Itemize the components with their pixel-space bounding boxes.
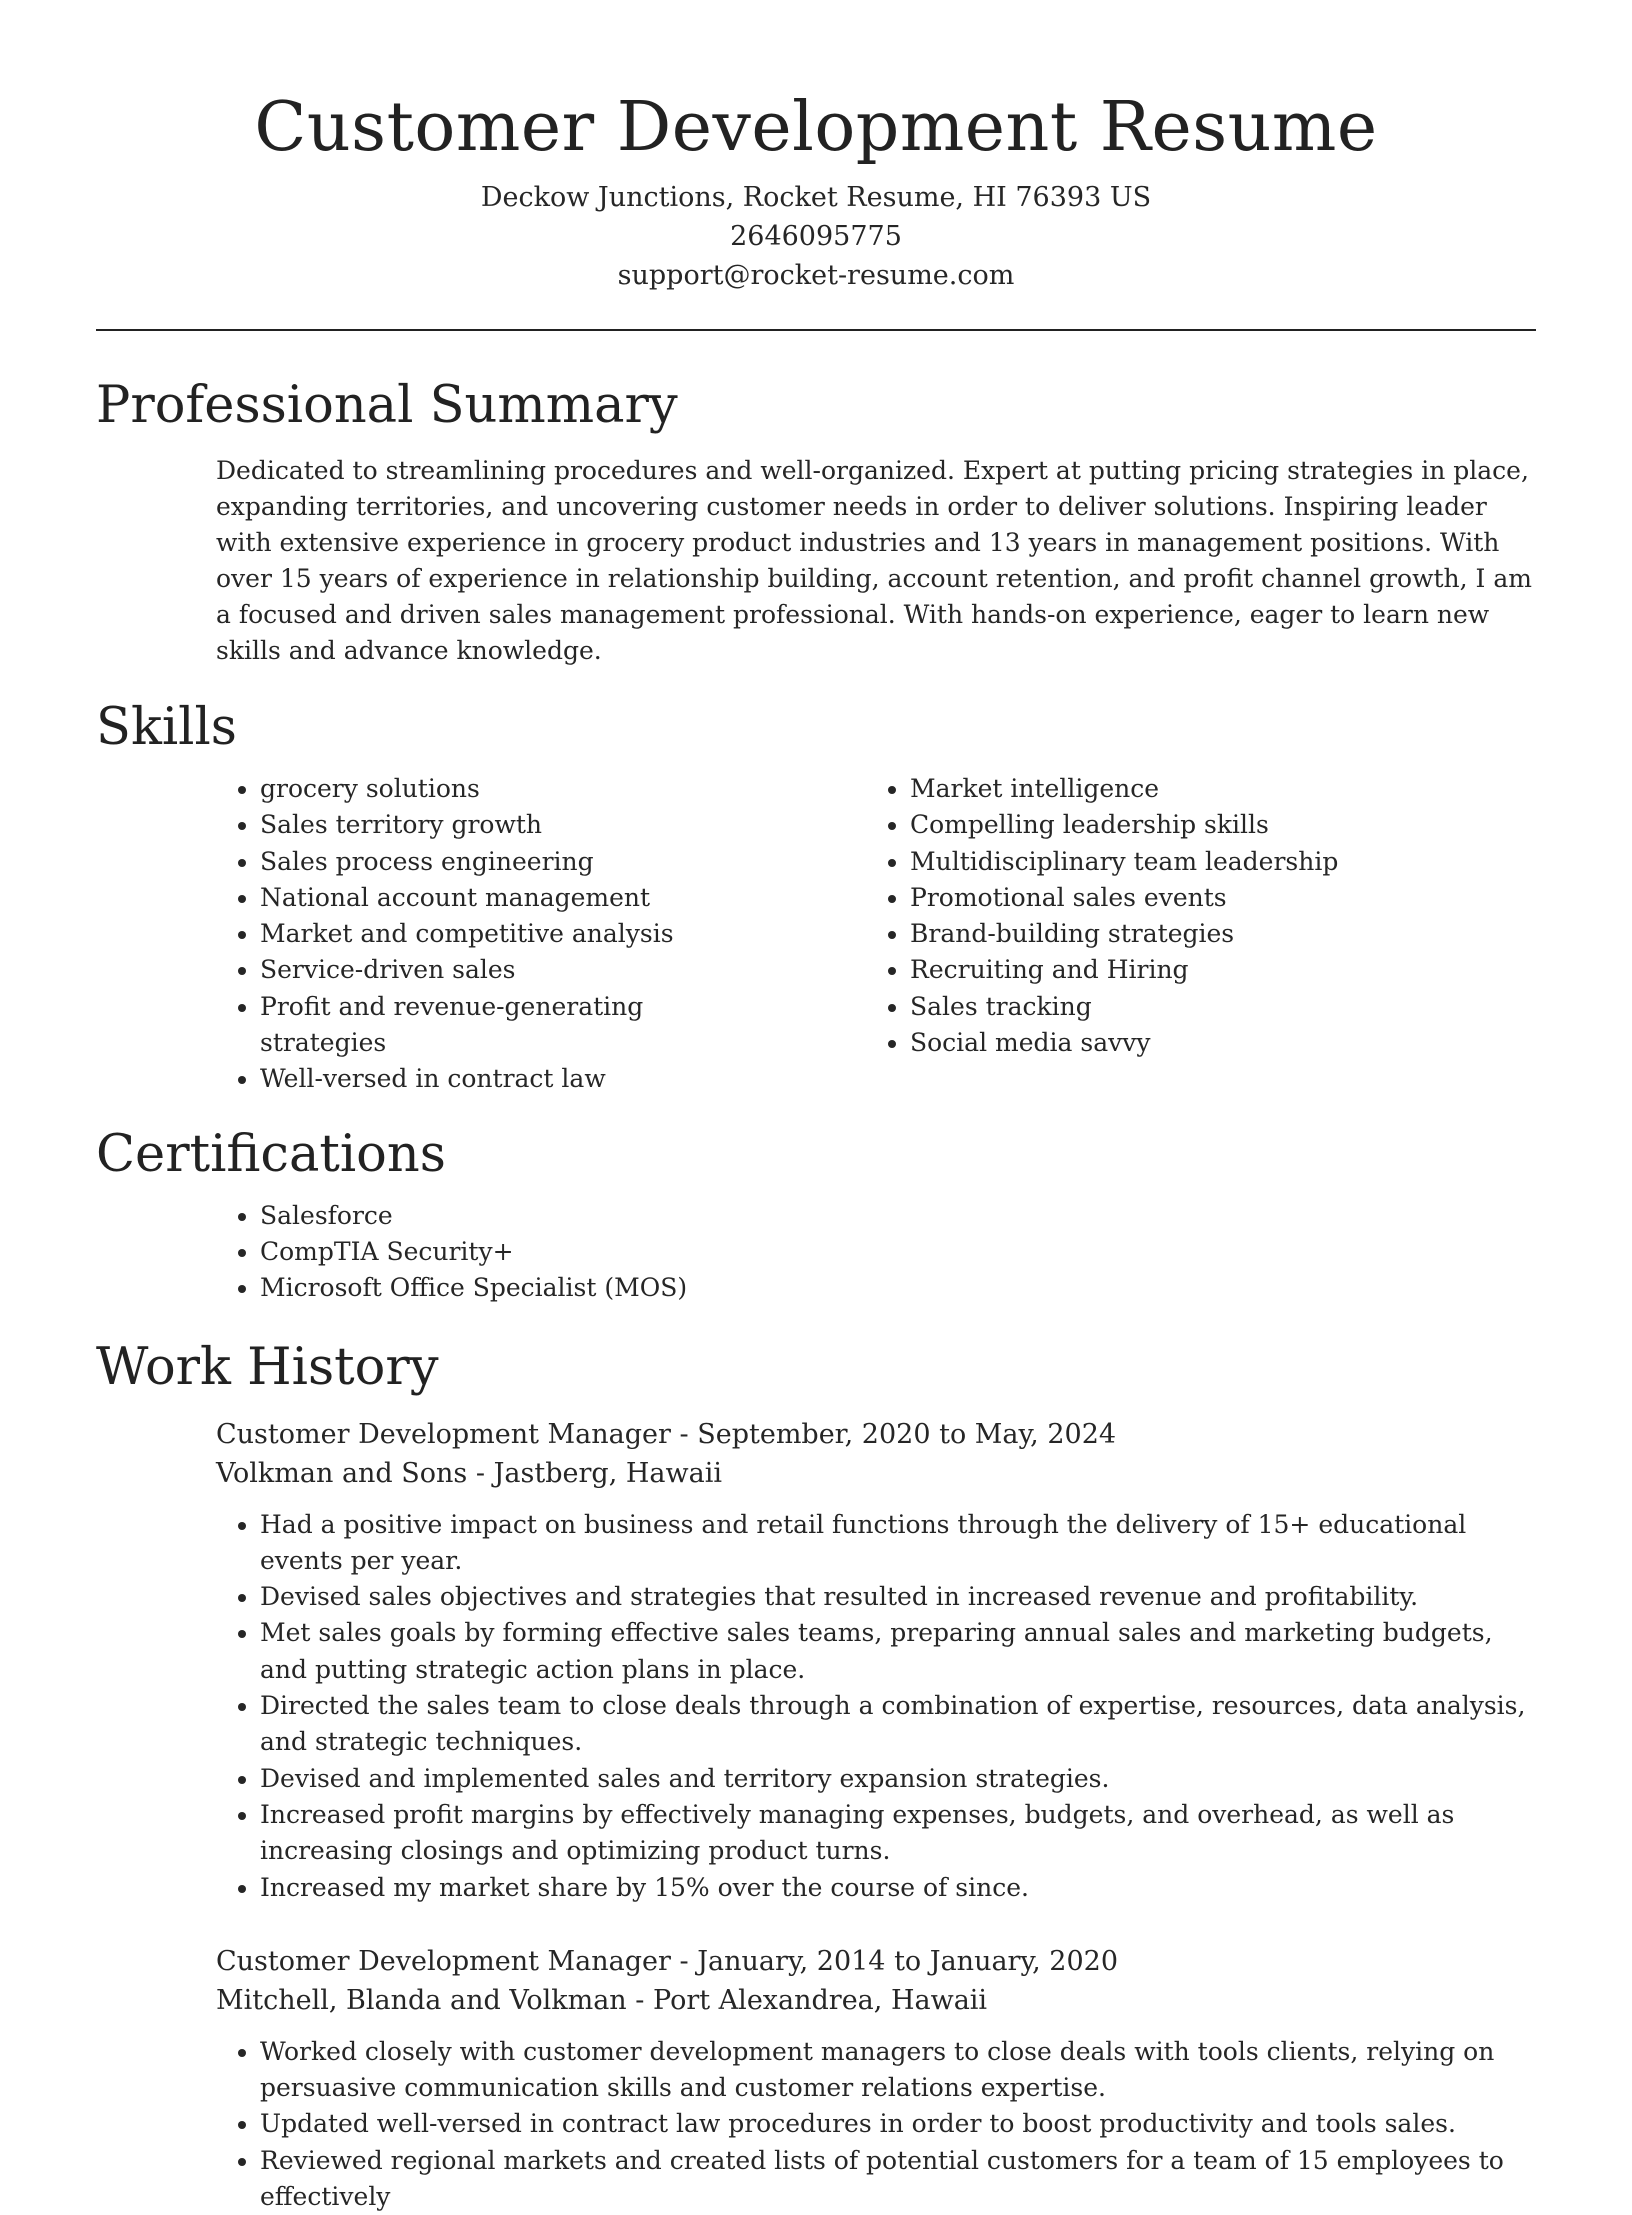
skill-item: • Sales tracking (910, 989, 1560, 1025)
job-bullets (216, 2034, 1536, 2215)
header-divider (96, 329, 1536, 331)
job-bullet: • Increased profit margins by effectively managing expenses, budgets, and overhead, as well as increasing closings and optimizing product turns. (260, 1797, 1536, 1870)
job-bullet: • Worked closely with customer development managers to close deals with tools clients, relying on persuasive communication skills and customer relations expertise. (260, 2034, 1536, 2107)
job-title-line (216, 1415, 1536, 1454)
job-bullet: • Devised sales objectives and strategies that resulted in increased revenue and profitability. (260, 1579, 1536, 1615)
skill-item: • Recruiting and Hiring (910, 952, 1560, 988)
certification-item: • Microsoft Office Specialist (MOS) (260, 1270, 1536, 1306)
job-separator: - (679, 1418, 698, 1450)
job-entry (216, 1942, 1536, 2215)
resume-header (96, 0, 1536, 295)
certification-item: • CompTIA Security+ (260, 1234, 1536, 1270)
job-bullet: • Updated well-versed in contract law procedures in order to boost productivity and tools sales. (260, 2106, 1536, 2142)
skill-item: • Promotional sales events (910, 880, 1560, 916)
address: Deckow Junctions, Rocket Resume, HI 76393 US (480, 182, 1152, 213)
job-bullet: • Had a positive impact on business and retail functions through the delivery of 15+ educational events per year. (260, 1507, 1536, 1580)
job-separator: - (635, 1984, 654, 2016)
job-dates: September, 2020 to May, 2024 (697, 1418, 1117, 1450)
job-company-line (216, 1454, 1536, 1493)
job-bullet: • Reviewed regional markets and created lists of potential customers for a team of 15 employees to effectively (260, 2143, 1536, 2215)
skill-item: • Compelling leadership skills (910, 807, 1560, 843)
job-title: Customer Development Manager (216, 1418, 671, 1450)
skills-list-left (96, 771, 746, 1098)
summary-text: Dedicated to streamlining procedures and well-organized. Expert at putting pricing strategies in place, expanding territories, and uncovering customer needs in order to deliver solutions. Inspiring leader with extensive experience in grocery product industries and 13 years in management positions. With over 15 years of experience in relationship building, account retention, and profit channel growth, I am a focused and driven sales management professional. With hands-on experience, eager to learn new skills and advance knowledge. (216, 456, 1532, 665)
contact-info (96, 178, 1536, 295)
job-company: Mitchell, Blanda and Volkman (216, 1984, 627, 2016)
skill-item: • Profit and revenue-generating strategies (260, 989, 746, 1062)
skills-list-right (910, 771, 1560, 1098)
skill-item: • Service-driven sales (260, 952, 746, 988)
resume-title: Customer Development Resume (254, 88, 1378, 167)
job-separator: - (679, 1945, 698, 1977)
work-history-heading: Work History (96, 1337, 439, 1397)
skill-item: • Multidisciplinary team leadership (910, 844, 1560, 880)
job-dates: January, 2014 to January, 2020 (697, 1945, 1119, 1977)
job-bullet: • Met sales goals by forming effective sales teams, preparing annual sales and marketing budgets, and putting strategic action plans in place. (260, 1615, 1536, 1688)
job-entry (216, 1415, 1536, 1906)
certifications-heading: Certifications (96, 1124, 446, 1184)
skill-item: • Sales process engineering (260, 844, 746, 880)
certification-item: • Salesforce (260, 1198, 1536, 1234)
phone: 2646095775 (730, 221, 902, 252)
job-bullet: • Directed the sales team to close deals through a combination of expertise, resources, data analysis, and strategic techniques. (260, 1688, 1536, 1761)
skill-item: • Brand-building strategies (910, 916, 1560, 952)
certifications-list (96, 1198, 1536, 1307)
skills-columns (96, 771, 1536, 1098)
job-bullets (216, 1507, 1536, 1906)
job-location: Port Alexandrea, Hawaii (653, 1984, 988, 2016)
skill-item: • Market intelligence (910, 771, 1560, 807)
job-company: Volkman and Sons (216, 1457, 468, 1489)
job-company-line (216, 1981, 1536, 2020)
job-title-line (216, 1942, 1536, 1981)
job-bullet: • Devised and implemented sales and territory expansion strategies. (260, 1761, 1536, 1797)
skill-item: • Sales territory growth (260, 807, 746, 843)
skill-item: • Well-versed in contract law (260, 1061, 746, 1097)
resume-page (96, 0, 1536, 2215)
job-separator: - (475, 1457, 494, 1489)
job-title: Customer Development Manager (216, 1945, 671, 1977)
skill-item: • Social media savvy (910, 1025, 1560, 1061)
skill-item: • Market and competitive analysis (260, 916, 746, 952)
skill-item: • grocery solutions (260, 771, 746, 807)
job-bullet: • Increased my market share by 15% over the course of since. (260, 1870, 1536, 1906)
summary-heading: Professional Summary (96, 376, 678, 435)
skill-item: • National account management (260, 880, 746, 916)
email: support@rocket-resume.com (617, 260, 1015, 291)
job-location: Jastberg, Hawaii (493, 1457, 722, 1489)
skills-heading: Skills (96, 698, 237, 757)
